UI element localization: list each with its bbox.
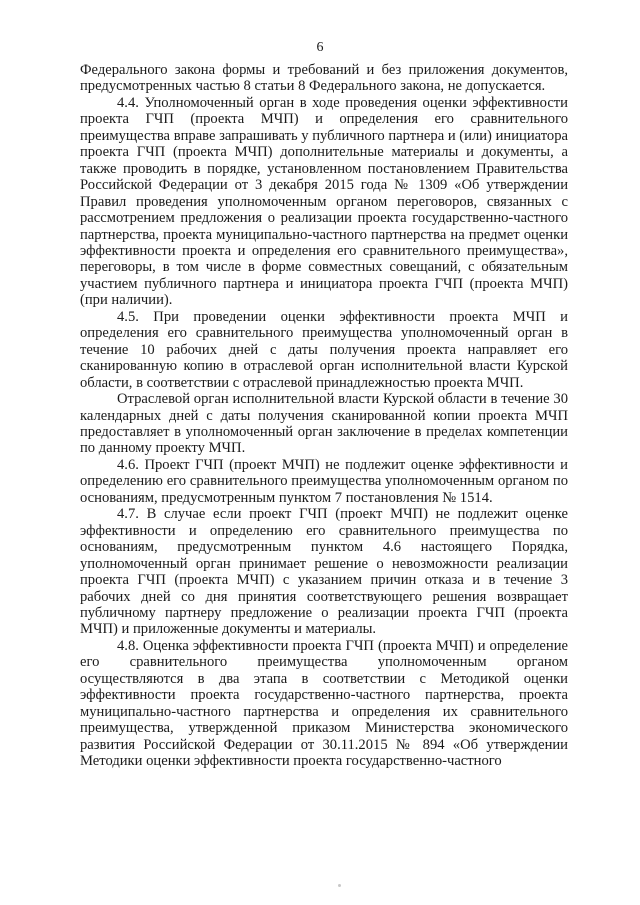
paragraph-4-5: 4.5. При проведении оценки эффективности проекта МЧП и определения его сравнительного преимущества уполномоченный орган в течение 10 рабочих дней с даты получения проекта направляет его сканированную копию в отраслевой орган исполнительной власти Курской области, в соответствии с отраслевой принадлежностью проекта МЧП. — [80, 308, 568, 391]
paragraph-4-8: 4.8. Оценка эффективности проекта ГЧП (проекта МЧП) и определение его сравнительного преимущества уполномоченным органом осуществляются в два этапа в соответствии с Методикой оценки эффективности проекта государственно-частного партнерства, проекта муниципально-частного партнерства и определения их сравнительного преимущества, утвержденной приказом Министерства экономического развития Российской Федерации от 30.11.2015 № 894 «Об утверждении Методики оценки эффективности проекта государственно-частного — [80, 637, 568, 770]
paragraph-4-7: 4.7. В случае если проект ГЧП (проект МЧП) не подлежит оценке эффективности и определению его сравнительного преимущества по основаниям, предусмотренным пунктом 4.6 настоящего Порядка, уполномоченный орган принимает решение о невозможности реализации проекта ГЧП (проекта МЧП) с указанием причин отказа и в течение 3 рабочих дней со дня принятия соответствующего решения возвращает публичному партнеру предложение о реализации проекта ГЧП (проекта МЧП) и приложенные документы и материалы. — [80, 506, 568, 638]
scan-speck — [338, 884, 341, 887]
paragraph-4-4: 4.4. Уполномоченный орган в ходе проведения оценки эффективности проекта ГЧП (проекта МЧП) и определения его сравнительного преимущества вправе запрашивать у публичного партнера и (или) инициатора проекта ГЧП (проекта МЧП) дополнительные материалы и документы, а также проводить в порядке, установленном постановлением Правительства Российской Федерации от 3 декабря 2015 года № 1309 «Об утверждении Правил проведения уполномоченным органом переговоров, связанных с рассмотрением предложения о реализации проекта государственно-частного партнерства, проекта муниципально-частного партнерства на предмет оценки эффективности проекта и определения его сравнительного преимущества», переговоры, в том числе в форме совместных совещаний, с обязательным участием публичного партнера и инициатора проекта ГЧП (проекта МЧП) (при наличии). — [80, 94, 568, 309]
paragraph-continuation: Федерального закона формы и требований и без приложения документов, предусмотренных частью 8 статьи 8 Федерального закона, не допускается. — [80, 62, 568, 95]
document-body — [80, 62, 568, 769]
paragraph-4-6: 4.6. Проект ГЧП (проект МЧП) не подлежит оценке эффективности и определению его сравнительного преимущества уполномоченным органом по основаниям, предусмотренным пунктом 7 постановления № 1514. — [80, 456, 568, 506]
paragraph-4-5-continued: Отраслевой орган исполнительной власти Курской области в течение 30 календарных дней с даты получения сканированной копии проекта МЧП предоставляет в уполномоченный орган заключение в пределах компетенции по данному проекту МЧП. — [80, 391, 568, 457]
page-number: 6 — [316, 40, 324, 55]
